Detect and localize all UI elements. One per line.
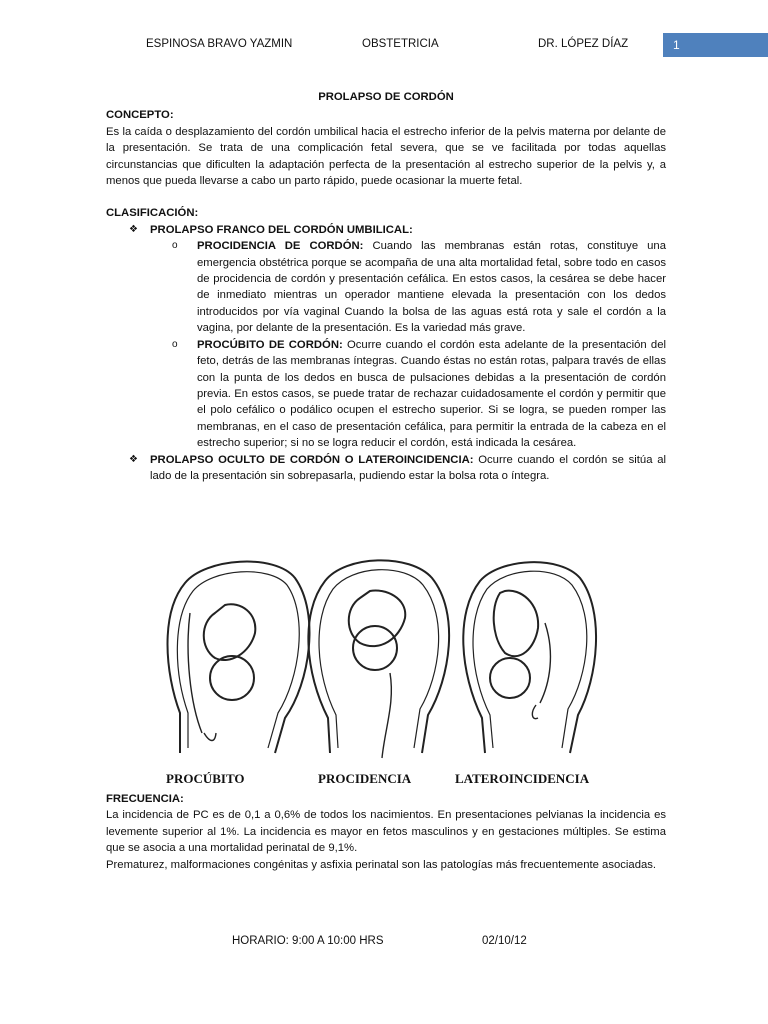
- procubito-label: PROCÚBITO DE CORDÓN:: [197, 338, 343, 351]
- procidencia-text: Cuando las membranas están rotas, constituye una emergencia obstétrica porque se acompaña de una alta mortalidad fetal, sobre todo en casos de procidencia de cordón y presentación cefálica. En estos casos, la cesárea se debe hacer de inmediato mientras un operador mantiene elevada la presentación con los dedos introducidos por vía vaginal Cuando la bolsa de las aguas está rota y sale el cordón a la vagina, por delante de la presentación. Es la variedad más grave.: [197, 240, 666, 335]
- document-body: [106, 89, 666, 484]
- diamond-bullet-icon: ❖: [129, 223, 138, 235]
- circle-bullet-icon: o: [172, 240, 178, 252]
- caption-procidencia: PROCIDENCIA: [318, 771, 412, 786]
- bullet-prolapso-oculto: [106, 452, 666, 485]
- bullet-prolapso-oculto-label: PROLAPSO OCULTO DE CORDÓN O LATEROINCIDENCIA:: [150, 453, 474, 466]
- procubito-text: Ocurre cuando el cordón esta adelante de la presentación del feto, detrás de las membranas íntegras. Cuando éstas no están rotas, palpara través de ellas con la punta de los dedos en busca de pulsaciones debidas a la presentación de cordón previa. En estos casos, se puede tratar de rechazar cuidadosamente el cordón y permitir que el polo cefálico o podálico ocupen el estrecho superior. Si se logra, se pueden romper las membranas, en el caso de presentación cefálica, para permitir la entrada de la cabeza en el estrecho superior; si no se logra reducir el cordón, está indicada la cesárea.: [197, 338, 666, 450]
- bullet-prolapso-franco-label: PROLAPSO FRANCO DEL CORDÓN UMBILICAL:: [150, 223, 413, 236]
- header-subject: OBSTETRICIA: [362, 38, 439, 50]
- cord-prolapse-illustration: [160, 553, 610, 765]
- footer-date: 02/10/12: [482, 935, 527, 947]
- procidencia-label: PROCIDENCIA DE CORDÓN:: [197, 240, 364, 253]
- sub-item-procidencia: [106, 238, 666, 336]
- bullet-prolapso-oculto-text: Ocurre cuando el cordón se sitúa al lado de la presentación sin sobrepasarla, pudiendo estar la bolsa rota o íntegra.: [150, 453, 666, 482]
- header-author: ESPINOSA BRAVO YAZMIN: [146, 38, 293, 50]
- circle-bullet-icon: o: [172, 338, 178, 350]
- frecuencia-text-2: Prematurez, malformaciones congénitas y asfixia perinatal son las patologías más frecuentemente asociadas.: [106, 858, 657, 871]
- frecuencia-text-1: La incidencia de PC es de 0,1 a 0,6% de todos los nacimientos. En presentaciones pelvianas la incidencia es levemente superior al 1%. La incidencia es mayor en fetos masculinos y en gestaciones múltiples. Se estima que se asocia a una mortalidad perinatal de 9,1%.: [106, 809, 666, 855]
- sub-item-procubito: [106, 337, 666, 452]
- header-teacher: DR. LÓPEZ DÍAZ: [538, 38, 629, 50]
- concepto-text: Es la caída o desplazamiento del cordón umbilical hacia el estrecho inferior de la pelvis materna por delante de la presentación. Se trata de una complicación fetal severa, que se ve facilitada por todas aquellas circunstancias que dificulten la adaptación perfecta de la presentación al estrecho superior de la pelvis y, a menos que pueda llevarse a cabo un parto rápido, puede ocasionar la muerte fetal.: [106, 125, 666, 188]
- frecuencia-section: [106, 791, 666, 873]
- footer-schedule: HORARIO: 9:00 A 10:00 HRS: [232, 935, 384, 947]
- diamond-bullet-icon: ❖: [129, 453, 138, 465]
- clasificacion-heading: CLASIFICACIÓN:: [106, 207, 199, 220]
- page-header: [0, 38, 768, 54]
- concepto-heading: CONCEPTO:: [106, 109, 174, 122]
- caption-procubito: PROCÚBITO: [166, 771, 245, 786]
- caption-lateroincidencia: LATEROINCIDENCIA: [455, 771, 590, 786]
- bullet-prolapso-franco: [106, 222, 666, 238]
- page-number-badge: 1: [663, 33, 768, 57]
- document-title: PROLAPSO DE CORDÓN: [318, 91, 454, 103]
- frecuencia-heading: FRECUENCIA:: [106, 793, 184, 805]
